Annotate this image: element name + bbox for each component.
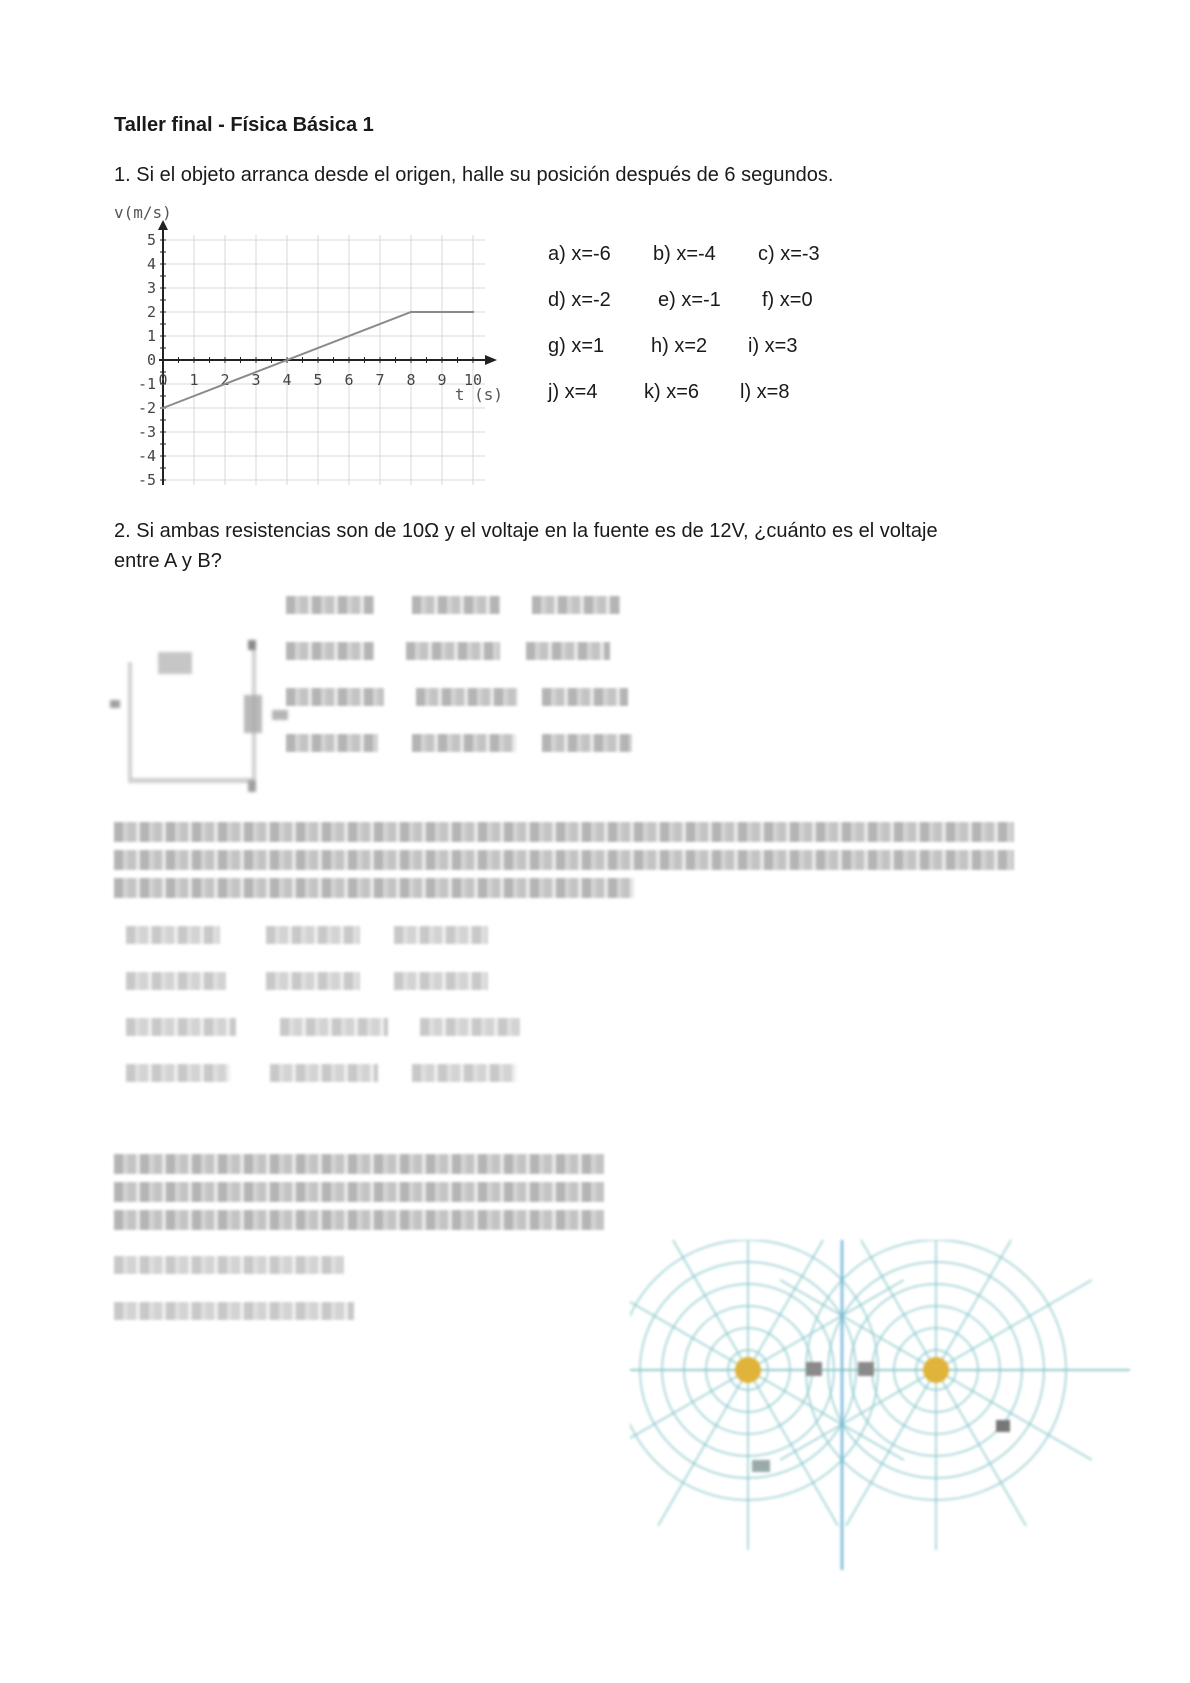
electric-field-diagram: [630, 1240, 1150, 1570]
option-a[interactable]: a) x=-6: [548, 243, 611, 265]
field-line: [748, 1280, 904, 1370]
x-axis-label: t (s): [454, 385, 503, 404]
y-axis-label: v(m/s): [114, 203, 172, 222]
field-line: [780, 1280, 936, 1370]
x-tick-label: 1: [189, 371, 199, 389]
point-b-marker: [858, 1362, 874, 1376]
question-1-options: [548, 243, 868, 423]
field-line: [748, 1370, 838, 1526]
y-tick-label: -4: [137, 447, 156, 465]
option-k[interactable]: k) x=6: [644, 381, 700, 403]
y-tick-label: -2: [137, 399, 156, 417]
field-line: [936, 1240, 1026, 1370]
option-j[interactable]: j) x=4: [548, 381, 598, 403]
question-1-text: 1. Si el objeto arranca desde el origen, halle su posición después de 6 segundos.: [114, 164, 834, 186]
resistor-icon: [244, 695, 262, 733]
y-tick-label: 5: [146, 231, 156, 249]
x-axis-arrow-icon: [485, 355, 497, 365]
charge-left: [735, 1357, 761, 1383]
point-a-marker: [806, 1362, 822, 1376]
y-tick-label: -1: [137, 375, 156, 393]
option-g[interactable]: g) x=1: [548, 335, 605, 357]
field-line: [780, 1370, 936, 1460]
x-tick-label: 10: [463, 371, 483, 389]
x-tick-label: 9: [437, 371, 447, 389]
question-2-text-line-1: 2. Si ambas resistencias son de 10Ω y el voltaje en la fuente es de 12V, ¿cuánto es el voltaje: [114, 520, 938, 542]
source-label-marker: [110, 700, 120, 708]
circuit-wire-left: [128, 662, 132, 782]
option-b[interactable]: b) x=-4: [653, 243, 716, 265]
circuit-diagram: [100, 640, 300, 810]
data-point: [472, 311, 474, 313]
x-tick-label: 6: [344, 371, 354, 389]
charge-right: [923, 1357, 949, 1383]
velocity-time-chart: [100, 200, 520, 500]
y-tick-label: 0: [146, 351, 156, 369]
x-tick-label: 4: [282, 371, 292, 389]
y-tick-label: 2: [146, 303, 156, 321]
option-f[interactable]: f) x=0: [762, 289, 813, 311]
field-line: [658, 1240, 748, 1370]
battery-icon: [158, 652, 192, 674]
y-tick-label: 4: [146, 255, 156, 273]
field-line: [748, 1370, 904, 1460]
node-b-marker: [248, 780, 256, 792]
y-tick-label: -3: [137, 423, 156, 441]
field-line: [936, 1280, 1092, 1370]
question-2-text-line-2: entre A y B?: [114, 550, 222, 572]
x-tick-label: 3: [251, 371, 261, 389]
field-line: [630, 1280, 748, 1370]
field-line: [658, 1370, 748, 1526]
data-point: [162, 407, 164, 409]
x-tick-label: 5: [313, 371, 323, 389]
page-title: Taller final - Física Básica 1: [114, 114, 374, 136]
option-i[interactable]: i) x=3: [748, 335, 798, 357]
data-point: [410, 311, 412, 313]
resistor-label-marker: [272, 710, 288, 720]
option-l[interactable]: l) x=8: [740, 381, 790, 403]
x-tick-label: 0: [158, 371, 168, 389]
field-line: [936, 1370, 1026, 1526]
x-tick-label: 7: [375, 371, 385, 389]
circuit-wire-bottom: [128, 778, 256, 783]
point-d-marker: [752, 1460, 770, 1472]
node-a-marker: [248, 640, 256, 650]
x-tick-label: 8: [406, 371, 416, 389]
field-line: [630, 1370, 748, 1460]
field-line: [936, 1370, 1092, 1460]
field-line: [846, 1370, 936, 1526]
option-h[interactable]: h) x=2: [651, 335, 708, 357]
y-tick-label: 1: [146, 327, 156, 345]
option-e[interactable]: e) x=-1: [658, 289, 721, 311]
option-d[interactable]: d) x=-2: [548, 289, 611, 311]
option-c[interactable]: c) x=-3: [758, 243, 820, 265]
y-tick-label: 3: [146, 279, 156, 297]
x-tick-label: 2: [220, 371, 230, 389]
point-c-marker: [996, 1420, 1010, 1432]
y-tick-label: -5: [137, 471, 156, 489]
